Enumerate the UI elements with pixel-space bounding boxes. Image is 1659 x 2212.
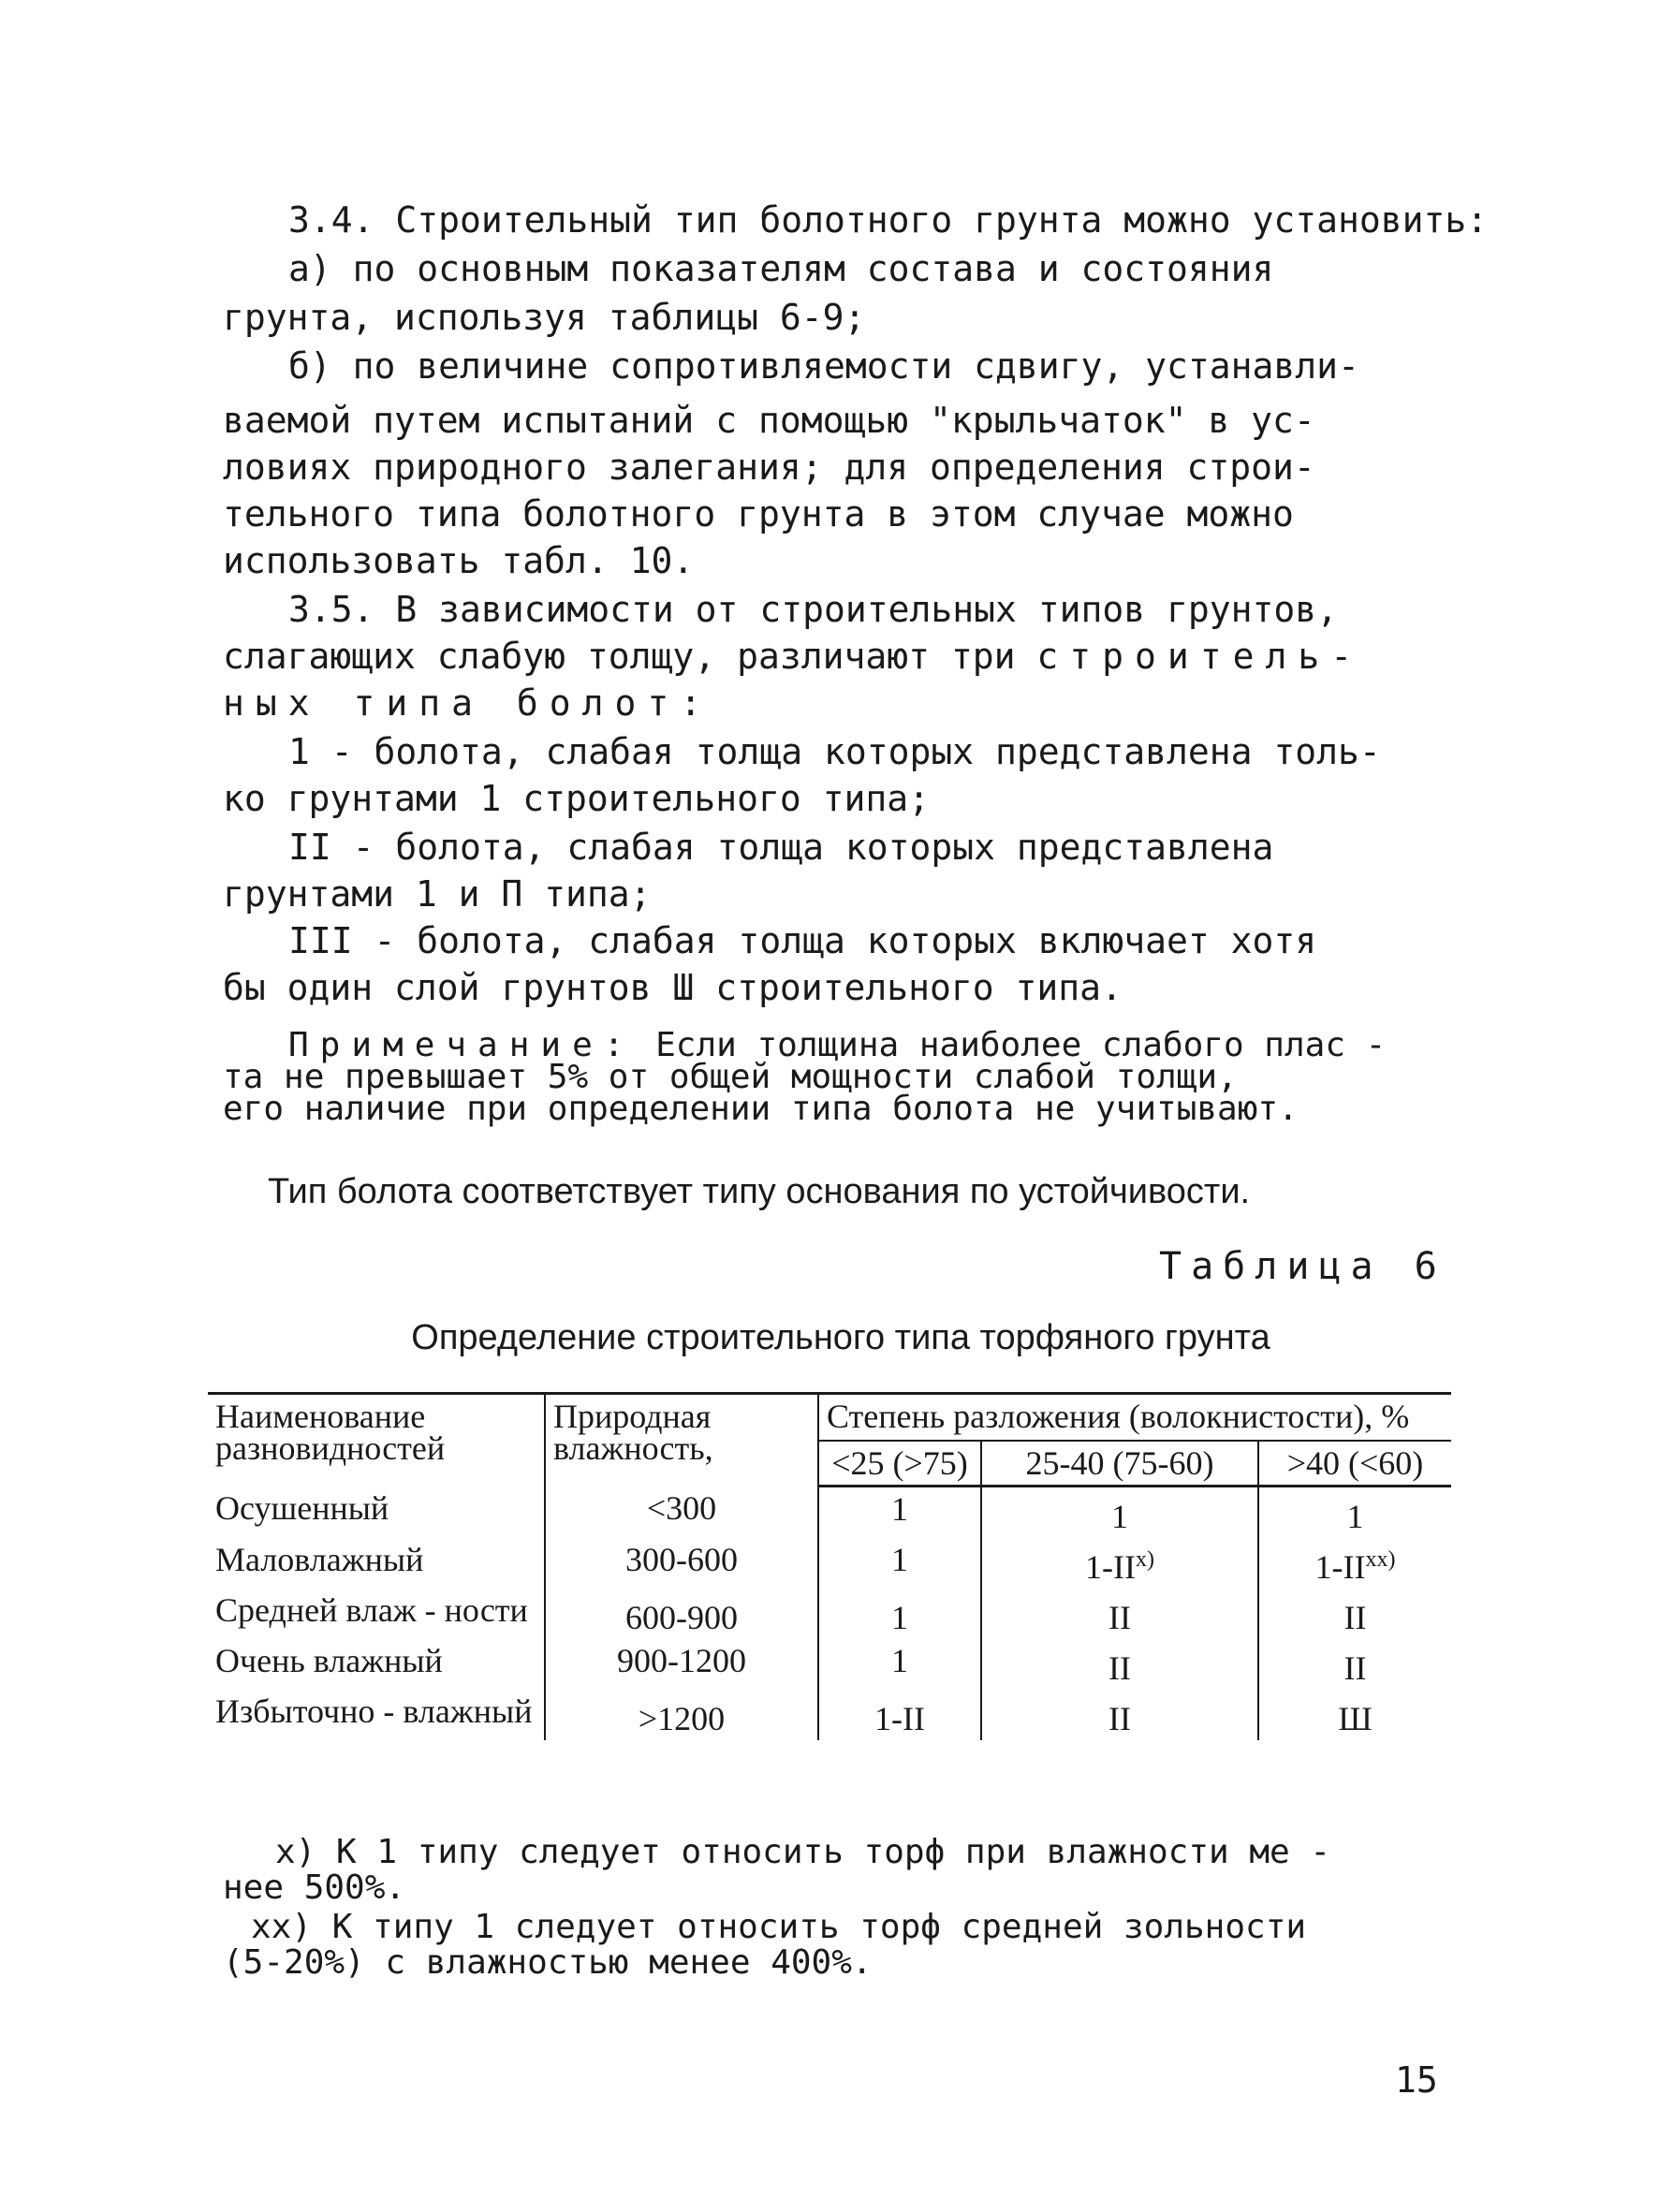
subheader-col-1: <25 (>75) [818, 1441, 981, 1487]
table-row [208, 1538, 1451, 1589]
subheader-col-3: >40 (<60) [1258, 1441, 1451, 1487]
value: 1 [1111, 1498, 1128, 1535]
note-line-2: та не превышает 5% от общей мощности слабой толщи, [223, 1058, 1238, 1096]
note-line-3: его наличие при определении типа болота не учитывают. [223, 1090, 1299, 1128]
paragraph-3-4-line-1 [223, 197, 1489, 243]
table-header-row [208, 1394, 1451, 1442]
row-col-1: 1 [818, 1639, 981, 1690]
paragraph-3-4b-line-3: ловиях природного залегания; для определения строи- [223, 447, 1315, 488]
header-name: Наименование разновидностей [208, 1394, 545, 1487]
row-col-1: 1 [818, 1589, 981, 1639]
value: Ш [1338, 1700, 1373, 1737]
table-number: Таблица 6 [1159, 1245, 1446, 1288]
paragraph-3-4b-line-1 [223, 343, 1459, 389]
table-title: Определение строительного типа торфяного грунта [411, 1318, 1270, 1357]
text: II - болота, слабая толща которых представлена [288, 827, 1274, 868]
row-moisture: >1200 [545, 1690, 818, 1740]
subheader-col-2: 25-40 (75-60) [981, 1441, 1258, 1487]
footnote-2-line-2: (5-20%) с влажностью менее 400%. [223, 1943, 873, 1982]
row-col-2 [981, 1538, 1258, 1589]
row-name: Маловлажный [215, 1541, 424, 1578]
row-col-1: 1-II [818, 1690, 981, 1740]
peat-type-table [208, 1392, 1451, 1740]
row-col-2 [981, 1487, 1258, 1539]
type-2-line-1 [223, 824, 1459, 871]
text: 3.4. Строительный тип болотного грунта можно установить: [288, 199, 1489, 241]
row-col-2 [981, 1639, 1258, 1690]
header-moisture: Природная влажность, [545, 1394, 818, 1487]
footnote-mark: xx) [1365, 1547, 1396, 1572]
type-2-line-2: грунтами 1 и П типа; [223, 873, 652, 915]
text: 1 - болота, слабая толща которых представлена толь- [288, 731, 1381, 772]
paragraph-3-5-line-1 [223, 586, 1459, 633]
footnote-mark: x) [1135, 1547, 1154, 1572]
text: б) по величине сопротивляемости сдвигу, устанавли- [288, 345, 1359, 387]
spaced-text: строитель- [1036, 636, 1364, 677]
paragraph-3-5-line-2 [223, 633, 1459, 680]
table-row [208, 1487, 1451, 1539]
table-row [208, 1589, 1451, 1639]
row-col-3 [1258, 1538, 1451, 1589]
text: Если толщина наиболее слабого плас - [635, 1026, 1387, 1064]
row-moisture: 900-1200 [545, 1639, 818, 1690]
text: слагающих слабую толщу, различают три [223, 636, 1037, 677]
row-moisture: 300-600 [545, 1538, 818, 1589]
value: II [1108, 1599, 1131, 1636]
row-col-3 [1258, 1639, 1451, 1690]
type-statement: Тип болота соответствует типу основания по устойчивости. [268, 1172, 1251, 1211]
value: II [1343, 1599, 1367, 1636]
row-col-2 [981, 1690, 1258, 1740]
type-3-line-1 [223, 917, 1459, 964]
row-name: Осушенный [215, 1488, 389, 1527]
row-col-3 [1258, 1690, 1451, 1740]
paragraph-3-4a-line-2: грунта, используя таблицы 6-9; [223, 297, 866, 338]
row-moisture: <300 [545, 1487, 818, 1539]
row-name: Избыточно - влажный [215, 1692, 533, 1730]
footnote-2-line-1 [223, 1910, 1459, 1945]
table-row [208, 1690, 1451, 1740]
type-3-line-2: бы один слой грунтов Ш строительного типа. [223, 967, 1123, 1008]
row-name: Средней влаж - ности [215, 1591, 528, 1629]
note-label: Примечание: [288, 1026, 636, 1064]
value: II [1108, 1700, 1131, 1737]
paragraph-3-4b-line-2: ваемой путем испытаний с помощью "крыльчаток" в ус- [223, 400, 1315, 441]
row-name: Очень влажный [215, 1642, 443, 1679]
paragraph-3-4b-line-5: использовать табл. 10. [223, 540, 695, 581]
text: а) по основным показателям состава и состояния [288, 248, 1274, 289]
row-col-2 [981, 1589, 1258, 1639]
header-decomposition: Степень разложения (волокнистости), % [818, 1394, 1451, 1442]
row-col-3 [1258, 1487, 1451, 1539]
paragraph-3-4b-line-4: тельного типа болотного грунта в этом случае можно [223, 493, 1294, 535]
value: II [1108, 1649, 1131, 1687]
table-row [208, 1639, 1451, 1690]
paragraph-3-5-line-3: ных типа болот: [223, 682, 713, 724]
footnote-1-line-2: нее 500%. [223, 1868, 406, 1907]
paragraph-3-4a-line-1 [223, 245, 1459, 292]
type-1-line-1 [223, 728, 1459, 775]
text: x) К 1 типу следует относить торф при влажности ме - [275, 1833, 1331, 1871]
row-moisture: 600-900 [545, 1589, 818, 1639]
text: xx) К типу 1 следует относить торф средней зольности [251, 1908, 1307, 1946]
text: 3.5. В зависимости от строительных типов грунтов, [288, 589, 1339, 630]
value: II [1343, 1649, 1367, 1687]
row-col-1: 1 [818, 1538, 981, 1589]
value: 1-II [1314, 1548, 1366, 1586]
row-col-3 [1258, 1589, 1451, 1639]
footnote-1-line-1 [223, 1835, 1459, 1870]
value: 1-II [1085, 1548, 1136, 1586]
row-col-1: 1 [818, 1487, 981, 1539]
value: 1 [1346, 1498, 1364, 1535]
text: III - болота, слабая толща которых включает хотя [288, 920, 1317, 961]
page-number: 15 [1395, 2059, 1438, 2101]
note-line-1 [223, 1026, 1459, 1064]
type-1-line-2: ко грунтами 1 строительного типа; [223, 778, 930, 819]
